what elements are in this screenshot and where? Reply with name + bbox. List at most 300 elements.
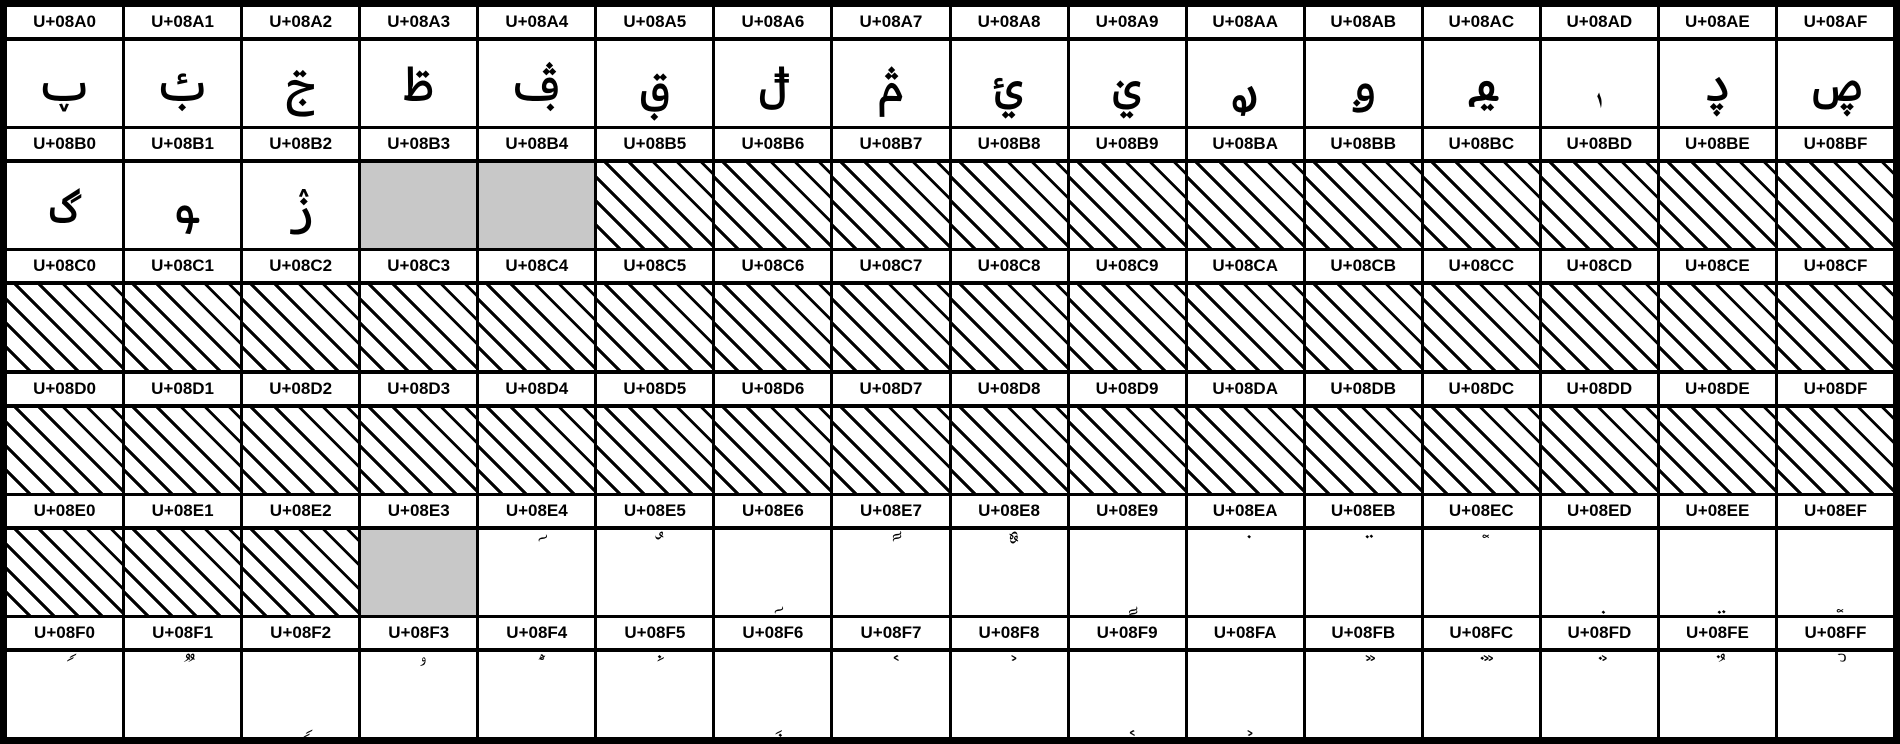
unassigned-hatch: [1306, 408, 1421, 493]
chart-cell: [1424, 129, 1539, 248]
code-point-label: U+08A3: [361, 7, 476, 37]
character-glyph: ࢡ: [153, 54, 212, 113]
chart-cell: [1306, 618, 1421, 737]
code-point-label: U+08D6: [715, 374, 830, 404]
glyph-box: [833, 41, 948, 126]
chart-cell: [1660, 374, 1775, 493]
code-point-label: U+08E4: [479, 496, 594, 526]
chart-cell: [952, 129, 1067, 248]
code-point-label: U+08C9: [1070, 251, 1185, 281]
chart-cell: [715, 129, 830, 248]
glyph-box: [1306, 530, 1421, 615]
chart-cell: [597, 7, 712, 126]
chart-cell: [361, 496, 476, 615]
chart-cell: [1306, 374, 1421, 493]
character-glyph: ࢯ: [1806, 54, 1865, 113]
chart-cell: [1424, 7, 1539, 126]
glyph-box: [952, 530, 1067, 615]
code-point-label: U+08BD: [1542, 129, 1657, 159]
unassigned-hatch: [1660, 285, 1775, 370]
chart-cell: [243, 618, 358, 737]
code-point-label: U+08B1: [125, 129, 240, 159]
chart-cell: [1660, 618, 1775, 737]
code-point-label: U+08D8: [952, 374, 1067, 404]
character-glyph: ࢧ: [876, 54, 906, 113]
code-point-label: U+08FC: [1424, 618, 1539, 648]
code-point-label: U+08C4: [479, 251, 594, 281]
unassigned-hatch: [1778, 163, 1893, 248]
code-point-label: U+08B0: [7, 129, 122, 159]
glyph-box: [1778, 530, 1893, 615]
chart-cell: [479, 251, 594, 370]
unassigned-hatch: [1070, 163, 1185, 248]
glyph-box: [952, 41, 1067, 126]
glyph-box: [125, 652, 240, 737]
unassigned-hatch: [715, 285, 830, 370]
character-glyph: ࢥ: [640, 54, 670, 113]
code-point-label: U+08E7: [833, 496, 948, 526]
glyph-box: [715, 530, 830, 615]
glyph-box: [1424, 652, 1539, 737]
glyph-box: [1306, 41, 1421, 126]
chart-cell: [1542, 7, 1657, 126]
glyph-box: [1188, 652, 1303, 737]
glyph-box: [1660, 530, 1775, 615]
code-point-label: U+08B6: [715, 129, 830, 159]
code-point-label: U+08AE: [1660, 7, 1775, 37]
chart-cell: [361, 7, 476, 126]
glyph-box: [479, 41, 594, 126]
unassigned-hatch: [125, 285, 240, 370]
chart-cell: [715, 618, 830, 737]
chart-cell: [125, 129, 240, 248]
code-point-label: U+08A1: [125, 7, 240, 37]
code-point-label: U+08A9: [1070, 7, 1185, 37]
chart-cell: [833, 374, 948, 493]
glyph-box: [479, 530, 594, 615]
character-glyph: ࢭ: [1594, 54, 1605, 113]
character-glyph: ࢠ: [35, 54, 94, 113]
character-glyph: ࢱ: [167, 176, 198, 235]
code-point-label: U+08E1: [125, 496, 240, 526]
unassigned-hatch: [715, 408, 830, 493]
unassigned-hatch: [125, 530, 240, 615]
code-point-label: U+08FA: [1188, 618, 1303, 648]
code-point-label: U+08F0: [7, 618, 122, 648]
glyph-box: [7, 163, 122, 248]
chart-cell: [243, 374, 358, 493]
code-point-label: U+08B8: [952, 129, 1067, 159]
glyph-box: [1660, 41, 1775, 126]
chart-cell: [361, 618, 476, 737]
unassigned-hatch: [361, 285, 476, 370]
code-point-label: U+08B4: [479, 129, 594, 159]
glyph-box: [361, 41, 476, 126]
unassigned-hatch: [7, 530, 122, 615]
code-point-label: U+08F1: [125, 618, 240, 648]
chart-cell: [1188, 374, 1303, 493]
chart-cell: [243, 251, 358, 370]
chart-cell: [361, 251, 476, 370]
unassigned-hatch: [479, 285, 594, 370]
character-glyph: ࢣ: [404, 54, 434, 113]
code-point-label: U+08AF: [1778, 7, 1893, 37]
character-glyph: ࢰ: [49, 176, 80, 235]
code-point-label: U+08BA: [1188, 129, 1303, 159]
chart-cell: [1306, 7, 1421, 126]
glyph-box: [1778, 652, 1893, 737]
unassigned-hatch: [833, 408, 948, 493]
glyph-box: [125, 163, 240, 248]
chart-cell: [1070, 374, 1185, 493]
chart-cell: [1660, 7, 1775, 126]
unassigned-hatch: [125, 408, 240, 493]
glyph-box: [1660, 652, 1775, 737]
unassigned-hatch: [1188, 163, 1303, 248]
code-point-label: U+08E9: [1070, 496, 1185, 526]
chart-cell: [7, 7, 122, 126]
reserved-swatch: [361, 163, 476, 248]
unassigned-hatch: [1070, 408, 1185, 493]
chart-cell: [1188, 129, 1303, 248]
code-point-label: U+08D9: [1070, 374, 1185, 404]
unassigned-hatch: [1424, 163, 1539, 248]
chart-cell: [1778, 496, 1893, 615]
chart-cell: [952, 7, 1067, 126]
code-point-label: U+08A4: [479, 7, 594, 37]
chart-cell: [1070, 7, 1185, 126]
chart-cell: [243, 129, 358, 248]
chart-cell: [479, 129, 594, 248]
chart-cell: [833, 251, 948, 370]
chart-cell: [833, 496, 948, 615]
code-point-label: U+08F7: [833, 618, 948, 648]
unassigned-hatch: [1188, 285, 1303, 370]
glyph-box: [1542, 41, 1657, 126]
code-point-label: U+08CB: [1306, 251, 1421, 281]
code-point-label: U+08F8: [952, 618, 1067, 648]
unassigned-hatch: [7, 408, 122, 493]
chart-cell: [243, 7, 358, 126]
glyph-box: [715, 41, 830, 126]
chart-cell: [1778, 374, 1893, 493]
code-point-label: U+08EC: [1424, 496, 1539, 526]
character-glyph: ࢢ: [286, 54, 316, 113]
code-point-label: U+08BB: [1306, 129, 1421, 159]
chart-cell: [833, 129, 948, 248]
unassigned-hatch: [1070, 285, 1185, 370]
chart-cell: [1070, 251, 1185, 370]
character-glyph: ࢮ: [1702, 54, 1733, 113]
chart-cell: [597, 374, 712, 493]
code-point-label: U+08E5: [597, 496, 712, 526]
chart-cell: [1306, 251, 1421, 370]
unassigned-hatch: [833, 285, 948, 370]
unassigned-hatch: [597, 408, 712, 493]
chart-cell: [1070, 618, 1185, 737]
chart-cell: [1660, 251, 1775, 370]
code-point-label: U+08BE: [1660, 129, 1775, 159]
chart-cell: [1424, 496, 1539, 615]
chart-cell: [7, 251, 122, 370]
code-point-label: U+08CF: [1778, 251, 1893, 281]
glyph-box: [7, 41, 122, 126]
chart-cell: [1424, 618, 1539, 737]
unassigned-hatch: [243, 285, 358, 370]
unassigned-hatch: [479, 408, 594, 493]
glyph-box: [361, 652, 476, 737]
chart-cell: [1542, 129, 1657, 248]
character-glyph: ࢪ: [1230, 54, 1260, 113]
unassigned-hatch: [1306, 163, 1421, 248]
code-point-label: U+08FF: [1778, 618, 1893, 648]
chart-cell: [125, 374, 240, 493]
character-glyph: ࢲ: [286, 176, 316, 235]
unassigned-hatch: [597, 163, 712, 248]
chart-cell: [1070, 129, 1185, 248]
code-point-label: U+08E6: [715, 496, 830, 526]
code-point-label: U+08F6: [715, 618, 830, 648]
glyph-box: [243, 41, 358, 126]
glyph-box: [1188, 530, 1303, 615]
code-point-label: U+08B9: [1070, 129, 1185, 159]
code-point-label: U+08C3: [361, 251, 476, 281]
chart-cell: [125, 618, 240, 737]
unassigned-hatch: [597, 285, 712, 370]
code-point-label: U+08F9: [1070, 618, 1185, 648]
code-point-label: U+08A2: [243, 7, 358, 37]
chart-cell: [7, 618, 122, 737]
chart-cell: [597, 618, 712, 737]
glyph-box: [1070, 652, 1185, 737]
glyph-box: [597, 41, 712, 126]
chart-cell: [7, 496, 122, 615]
code-point-label: U+08DB: [1306, 374, 1421, 404]
chart-cell: [952, 618, 1067, 737]
glyph-box: [833, 652, 948, 737]
unassigned-hatch: [1188, 408, 1303, 493]
chart-cell: [243, 496, 358, 615]
chart-cell: [1778, 129, 1893, 248]
chart-cell: [7, 129, 122, 248]
chart-cell: [1660, 496, 1775, 615]
code-point-label: U+08AA: [1188, 7, 1303, 37]
unassigned-hatch: [715, 163, 830, 248]
code-point-label: U+08CC: [1424, 251, 1539, 281]
unassigned-hatch: [1660, 408, 1775, 493]
glyph-box: [1070, 41, 1185, 126]
chart-cell: [361, 374, 476, 493]
chart-cell: [952, 374, 1067, 493]
code-point-label: U+08A7: [833, 7, 948, 37]
chart-cell: [597, 129, 712, 248]
glyph-box: [1424, 530, 1539, 615]
chart-cell: [1188, 251, 1303, 370]
code-point-label: U+08D0: [7, 374, 122, 404]
glyph-box: [952, 652, 1067, 737]
unassigned-hatch: [952, 408, 1067, 493]
code-point-label: U+08D2: [243, 374, 358, 404]
code-point-label: U+08F2: [243, 618, 358, 648]
code-point-label: U+08AB: [1306, 7, 1421, 37]
chart-cell: [479, 496, 594, 615]
glyph-box: [715, 652, 830, 737]
code-point-label: U+08FE: [1660, 618, 1775, 648]
code-point-label: U+08BF: [1778, 129, 1893, 159]
code-point-label: U+08A6: [715, 7, 830, 37]
chart-cell: [715, 251, 830, 370]
chart-cell: [1542, 496, 1657, 615]
glyph-box: [1542, 652, 1657, 737]
code-point-label: U+08E8: [952, 496, 1067, 526]
code-point-label: U+08B2: [243, 129, 358, 159]
chart-cell: [7, 374, 122, 493]
chart-cell: [479, 374, 594, 493]
character-glyph: ࢨ: [994, 54, 1024, 113]
character-glyph: ࢦ: [758, 54, 788, 113]
code-point-label: U+08C7: [833, 251, 948, 281]
code-point-label: U+08C1: [125, 251, 240, 281]
chart-cell: [1188, 618, 1303, 737]
unassigned-hatch: [1306, 285, 1421, 370]
glyph-box: [833, 530, 948, 615]
unassigned-hatch: [243, 408, 358, 493]
chart-cell: [479, 618, 594, 737]
unassigned-hatch: [243, 530, 358, 615]
code-point-label: U+08CD: [1542, 251, 1657, 281]
code-point-label: U+08C5: [597, 251, 712, 281]
code-point-label: U+08D3: [361, 374, 476, 404]
glyph-box: [597, 652, 712, 737]
glyph-box: [597, 530, 712, 615]
code-point-label: U+08FB: [1306, 618, 1421, 648]
glyph-box: [1424, 41, 1539, 126]
chart-cell: [715, 374, 830, 493]
chart-cell: [479, 7, 594, 126]
character-glyph: ࢬ: [1466, 54, 1496, 113]
glyph-box: [1188, 41, 1303, 126]
glyph-box: [1070, 530, 1185, 615]
chart-cell: [1778, 7, 1893, 126]
code-point-label: U+08F5: [597, 618, 712, 648]
code-point-label: U+08A8: [952, 7, 1067, 37]
code-point-label: U+08D4: [479, 374, 594, 404]
code-point-label: U+08F3: [361, 618, 476, 648]
code-point-label: U+08DC: [1424, 374, 1539, 404]
code-point-label: U+08CA: [1188, 251, 1303, 281]
code-point-label: U+08EE: [1660, 496, 1775, 526]
unassigned-hatch: [1542, 163, 1657, 248]
chart-cell: [361, 129, 476, 248]
unassigned-hatch: [833, 163, 948, 248]
code-point-label: U+08DF: [1778, 374, 1893, 404]
code-point-label: U+08D1: [125, 374, 240, 404]
code-point-label: U+08DD: [1542, 374, 1657, 404]
chart-cell: [1188, 7, 1303, 126]
code-point-label: U+08C0: [7, 251, 122, 281]
chart-cell: [125, 496, 240, 615]
chart-cell: [1542, 618, 1657, 737]
chart-cell: [1306, 496, 1421, 615]
chart-cell: [1778, 618, 1893, 737]
glyph-box: [243, 163, 358, 248]
unassigned-hatch: [1542, 408, 1657, 493]
code-point-label: U+08B5: [597, 129, 712, 159]
code-point-label: U+08EF: [1778, 496, 1893, 526]
chart-cell: [1188, 496, 1303, 615]
code-point-label: U+08E2: [243, 496, 358, 526]
chart-cell: [1424, 251, 1539, 370]
reserved-swatch: [479, 163, 594, 248]
reserved-swatch: [361, 530, 476, 615]
chart-cell: [1424, 374, 1539, 493]
code-point-label: U+08A0: [7, 7, 122, 37]
code-point-label: U+08EB: [1306, 496, 1421, 526]
chart-cell: [952, 251, 1067, 370]
code-point-label: U+08D5: [597, 374, 712, 404]
code-point-label: U+08FD: [1542, 618, 1657, 648]
chart-cell: [1542, 374, 1657, 493]
character-glyph: ࢫ: [1348, 54, 1378, 113]
code-point-label: U+08D7: [833, 374, 948, 404]
unassigned-hatch: [1424, 408, 1539, 493]
chart-cell: [715, 496, 830, 615]
glyph-box: [1778, 41, 1893, 126]
code-point-label: U+08BC: [1424, 129, 1539, 159]
chart-cell: [952, 496, 1067, 615]
code-point-label: U+08DA: [1188, 374, 1303, 404]
chart-cell: [1542, 251, 1657, 370]
code-point-label: U+08B7: [833, 129, 948, 159]
code-point-label: U+08AD: [1542, 7, 1657, 37]
code-point-label: U+08A5: [597, 7, 712, 37]
chart-cell: [125, 251, 240, 370]
character-glyph: ࢤ: [507, 54, 567, 113]
code-point-label: U+08AC: [1424, 7, 1539, 37]
chart-cell: [1778, 251, 1893, 370]
code-point-label: U+08C8: [952, 251, 1067, 281]
chart-cell: [1306, 129, 1421, 248]
code-point-label: U+08ED: [1542, 496, 1657, 526]
unassigned-hatch: [1778, 285, 1893, 370]
code-point-label: U+08F4: [479, 618, 594, 648]
code-point-label: U+08B3: [361, 129, 476, 159]
chart-cell: [597, 251, 712, 370]
chart-cell: [1660, 129, 1775, 248]
glyph-box: [7, 652, 122, 737]
unassigned-hatch: [952, 163, 1067, 248]
glyph-box: [1542, 530, 1657, 615]
code-point-label: U+08DE: [1660, 374, 1775, 404]
glyph-box: [125, 41, 240, 126]
chart-cell: [833, 7, 948, 126]
chart-cell: [833, 618, 948, 737]
unassigned-hatch: [1542, 285, 1657, 370]
code-point-label: U+08EA: [1188, 496, 1303, 526]
chart-cell: [597, 496, 712, 615]
unassigned-hatch: [7, 285, 122, 370]
glyph-box: [243, 652, 358, 737]
unassigned-hatch: [361, 408, 476, 493]
glyph-box: [479, 652, 594, 737]
unassigned-hatch: [1660, 163, 1775, 248]
glyph-box: [1306, 652, 1421, 737]
character-glyph: ࢩ: [1112, 54, 1142, 113]
unassigned-hatch: [1424, 285, 1539, 370]
chart-cell: [1070, 496, 1185, 615]
chart-cell: [715, 7, 830, 126]
code-point-label: U+08C2: [243, 251, 358, 281]
